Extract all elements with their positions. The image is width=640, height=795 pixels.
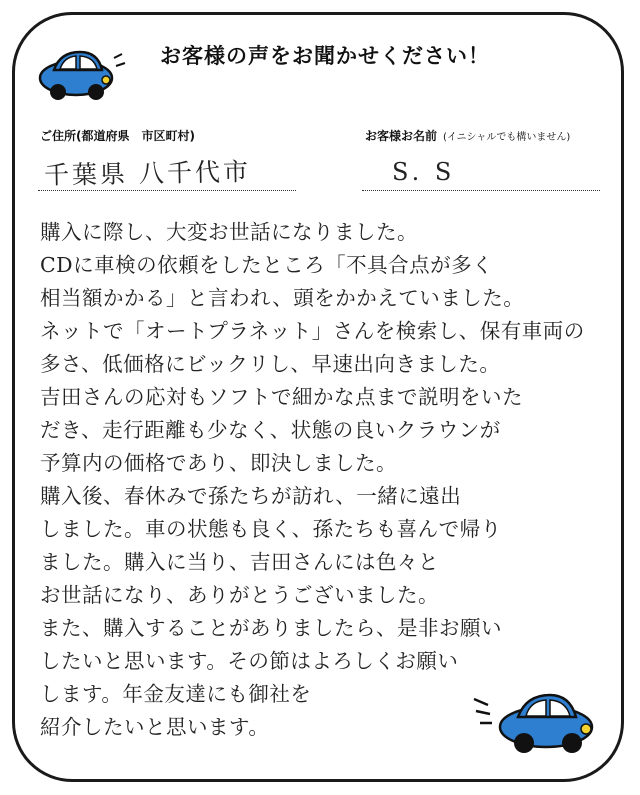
form-title: お客様の声をお聞かせください！ [160, 44, 490, 68]
comment-line: します。年金友達にも御社を [40, 682, 312, 706]
comment-line: 購入に際し、大変お世話になりました。 [40, 220, 418, 244]
address-underline [38, 190, 296, 191]
car-icon [36, 44, 126, 104]
comment-line: 多さ、低価格にビックリし、早速出向きました。 [40, 352, 501, 376]
address-label: ご住所(都道府県 市区町村) [40, 129, 195, 143]
comment-line: ネットで「オートプラネット」さんを検索し、保有車両の [40, 319, 585, 343]
comment-body [40, 216, 610, 744]
car-icon [470, 685, 600, 755]
comment-line: 購入後、春休みで孫たちが訪れ、一緒に遠出 [40, 484, 462, 508]
comment-line: しました。車の状態も良く、孫たちも喜んで帰り [40, 517, 502, 541]
comment-line: したいと思います。その節はよろしくお願い [40, 649, 459, 673]
name-label-note: (イニシャルでも構いません) [443, 132, 571, 143]
comment-line: 紹介したいと思います。 [40, 715, 270, 739]
comment-line: 吉田さんの応対もソフトで細かな点まで説明をいた [40, 385, 523, 409]
name-value: S. S [392, 158, 456, 186]
name-underline [362, 190, 600, 191]
comment-line: お世話になり、ありがとうございました。 [40, 583, 439, 607]
address-value: 千葉県 八千代市 [43, 157, 252, 190]
comment-line: また、購入することがありましたら、是非お願い [40, 616, 502, 640]
comment-line: ました。購入に当り、吉田さんには色々と [40, 550, 439, 574]
name-label [365, 127, 570, 144]
comment-line: 予算内の価格であり、即決しました。 [40, 451, 397, 475]
comment-line: CDに車検の依頼をしたところ「不具合点が多く [40, 253, 494, 277]
name-label-text: お客様お名前 [365, 129, 438, 143]
comment-line: 相当額かかる」と言われ、頭をかかえていました。 [40, 286, 525, 310]
comment-line: だき、走行距離も少なく、状態の良いクラウンが [40, 418, 501, 442]
